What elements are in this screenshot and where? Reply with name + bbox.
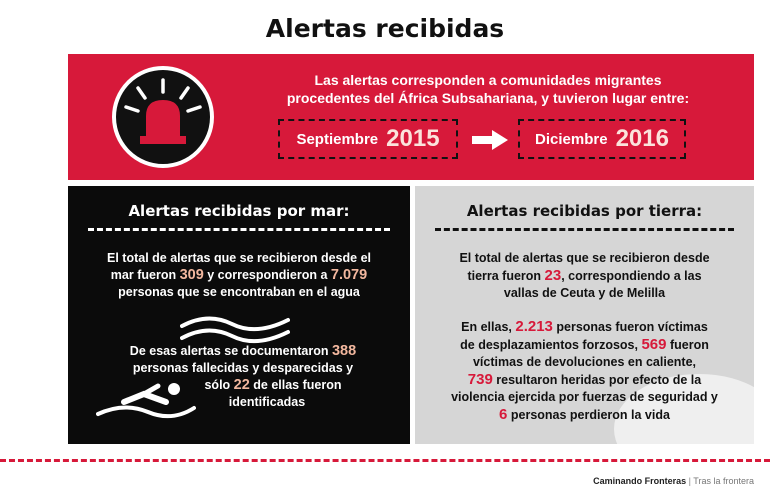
- land-p2-line3: víctimas de devoluciones en caliente,: [472, 355, 696, 369]
- sea-paragraph-1: [78, 250, 400, 301]
- sea-title-divider: [88, 228, 390, 231]
- footer-separator: |: [688, 476, 691, 486]
- footer-credit: [593, 476, 754, 486]
- siren-badge: [112, 66, 214, 168]
- land-p2-line4b: resultaron heridas por efecto de la: [492, 373, 702, 387]
- sea-identified: 22: [233, 377, 250, 393]
- footer-subtitle: Tras la frontera: [693, 476, 754, 486]
- end-year: 2016: [615, 125, 669, 152]
- land-deaths: 6: [499, 406, 508, 423]
- land-p2-line6b: personas perdieron la vida: [507, 408, 670, 422]
- header-line-2: procedentes del África Subsahariana, y tuvieron lugar entre:: [286, 90, 690, 106]
- land-displaced: 2.213: [515, 318, 553, 335]
- sea-total-people: 7.079: [330, 267, 368, 283]
- land-p1-line2a: tierra fueron: [467, 269, 545, 283]
- land-p2-line2b: fueron: [666, 338, 709, 352]
- land-hot-returns: 569: [641, 336, 667, 353]
- land-alerts-panel: [415, 186, 754, 444]
- sea-p1-line1: El total de alertas que se recibieron desde el: [107, 251, 371, 265]
- sea-panel-title: Alertas recibidas por mar:: [128, 202, 350, 220]
- land-p1-line3: vallas de Ceuta y de Melilla: [503, 286, 666, 300]
- sea-p1-line2b: y correspondieron a: [203, 268, 331, 282]
- swimmer-icon: [96, 380, 196, 424]
- land-p1-line1: El total de alertas que se recibieron desde: [459, 251, 710, 265]
- land-total-alerts: 23: [544, 267, 562, 284]
- sea-total-alerts: 309: [179, 267, 204, 283]
- land-panel-title: Alertas recibidas por tierra:: [466, 202, 703, 220]
- wave-icon: [180, 310, 290, 344]
- date-range-banner: [68, 54, 754, 180]
- footer-brand: Caminando Fronteras: [593, 476, 687, 486]
- sea-p2-line2: personas fallecidas y desparecidas y: [132, 361, 354, 375]
- land-p2-line1b: personas fueron víctimas: [552, 320, 708, 334]
- land-p2-line5: violencia ejercida por fuerzas de seguridad y: [451, 390, 718, 404]
- end-month: Diciembre: [535, 130, 608, 148]
- end-date-box: [518, 119, 686, 159]
- sea-p2-line1a: De esas alertas se documentaron: [129, 344, 332, 358]
- land-p2-line1a: En ellas,: [461, 320, 516, 334]
- land-p1-line2b: , correspondiendo a las: [561, 269, 702, 283]
- header-line-1: Las alertas corresponden a comunidades migrantes: [314, 72, 662, 88]
- page-title: Alertas recibidas: [265, 14, 505, 43]
- sea-p2-line3b: de ellas fueron: [249, 378, 342, 392]
- sea-p2-line4: identificadas: [228, 395, 306, 409]
- land-paragraph-2: [425, 318, 744, 424]
- land-title-divider: [435, 228, 734, 231]
- header-text: [268, 71, 708, 107]
- land-p2-line2a: de desplazamientos forzosos,: [460, 338, 642, 352]
- start-year: 2015: [386, 125, 440, 152]
- start-month: Septiembre: [296, 130, 379, 148]
- start-date-box: [278, 119, 458, 159]
- sea-p2-line3a: sólo: [204, 378, 234, 392]
- sea-p1-line3: personas que se encontraban en el agua: [118, 285, 360, 299]
- land-paragraph-1: [425, 250, 744, 302]
- bottom-divider: [0, 459, 770, 462]
- sea-alerts-panel: [68, 186, 410, 444]
- sea-documented: 388: [331, 343, 357, 359]
- siren-icon: [116, 70, 210, 164]
- sea-p1-line2a: mar fueron: [110, 268, 180, 282]
- land-injured: 739: [467, 371, 493, 388]
- arrow-right-icon: [472, 130, 508, 150]
